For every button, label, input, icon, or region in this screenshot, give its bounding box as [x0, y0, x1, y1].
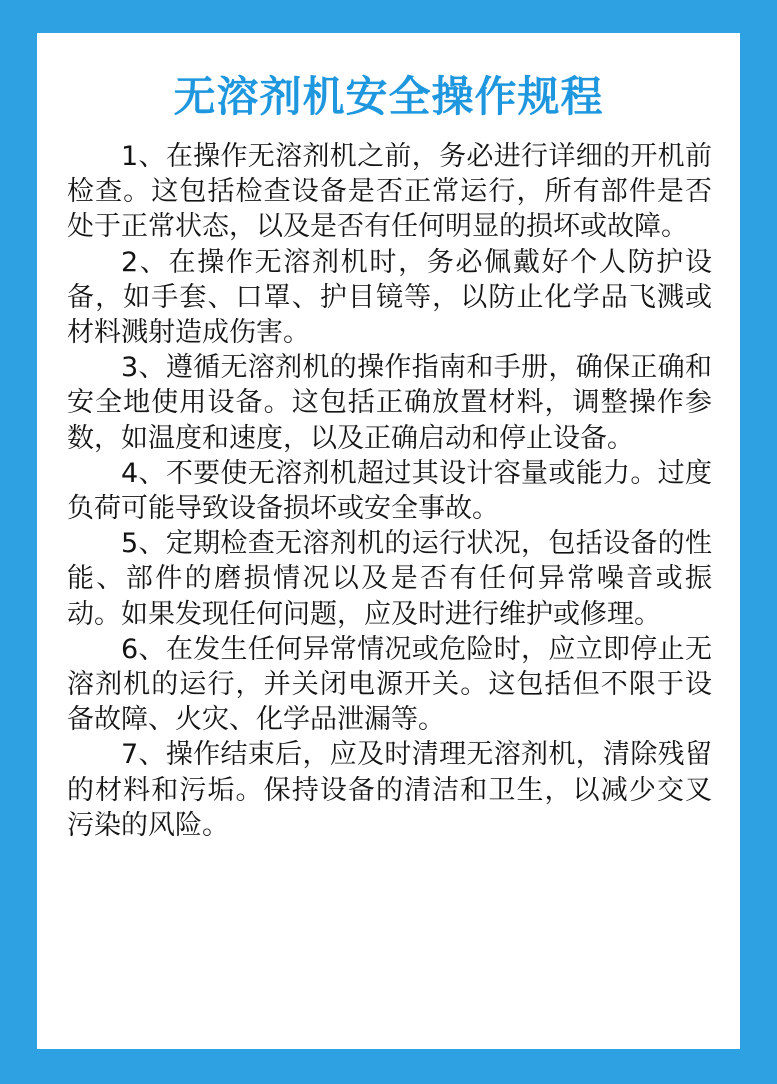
rule-paragraph-2: 2、在操作无溶剂机时，务必佩戴好个人防护设备，如手套、口罩、护目镜等，以防止化学品飞溅或材料溅射造成伤害。	[67, 246, 712, 349]
page-title: 无溶剂机安全操作规程	[173, 72, 604, 121]
rule-paragraph-6: 6、在发生任何异常情况或危险时，应立即停止无溶剂机的运行，并关闭电源开关。这包括但不限于设备故障、火灾、化学品泄漏等。	[67, 633, 712, 736]
sign-panel	[37, 33, 740, 1049]
rule-paragraph-7: 7、操作结束后，应及时清理无溶剂机，清除残留的材料和污垢。保持设备的清洁和卫生，以减少交叉污染的风险。	[67, 739, 712, 841]
rule-paragraph-5: 5、定期检查无溶剂机的运行状况，包括设备的性能、部件的磨损情况以及是否有任何异常噪音或振动。如果发现任何问题，应及时进行维护或修理。	[67, 528, 712, 630]
regulation-body	[67, 139, 712, 843]
rule-paragraph-3: 3、遵循无溶剂机的操作指南和手册，确保正确和安全地使用设备。这包括正确放置材料，调整操作参数，如温度和速度，以及正确启动和停止设备。	[67, 352, 712, 454]
rule-paragraph-4: 4、不要使无溶剂机超过其设计容量或能力。过度负荷可能导致设备损坏或安全事故。	[67, 457, 712, 525]
rule-paragraph-1: 1、在操作无溶剂机之前，务必进行详细的开机前检查。这包括检查设备是否正常运行，所有部件是否处于正常状态，以及是否有任何明显的损坏或故障。	[67, 141, 712, 243]
